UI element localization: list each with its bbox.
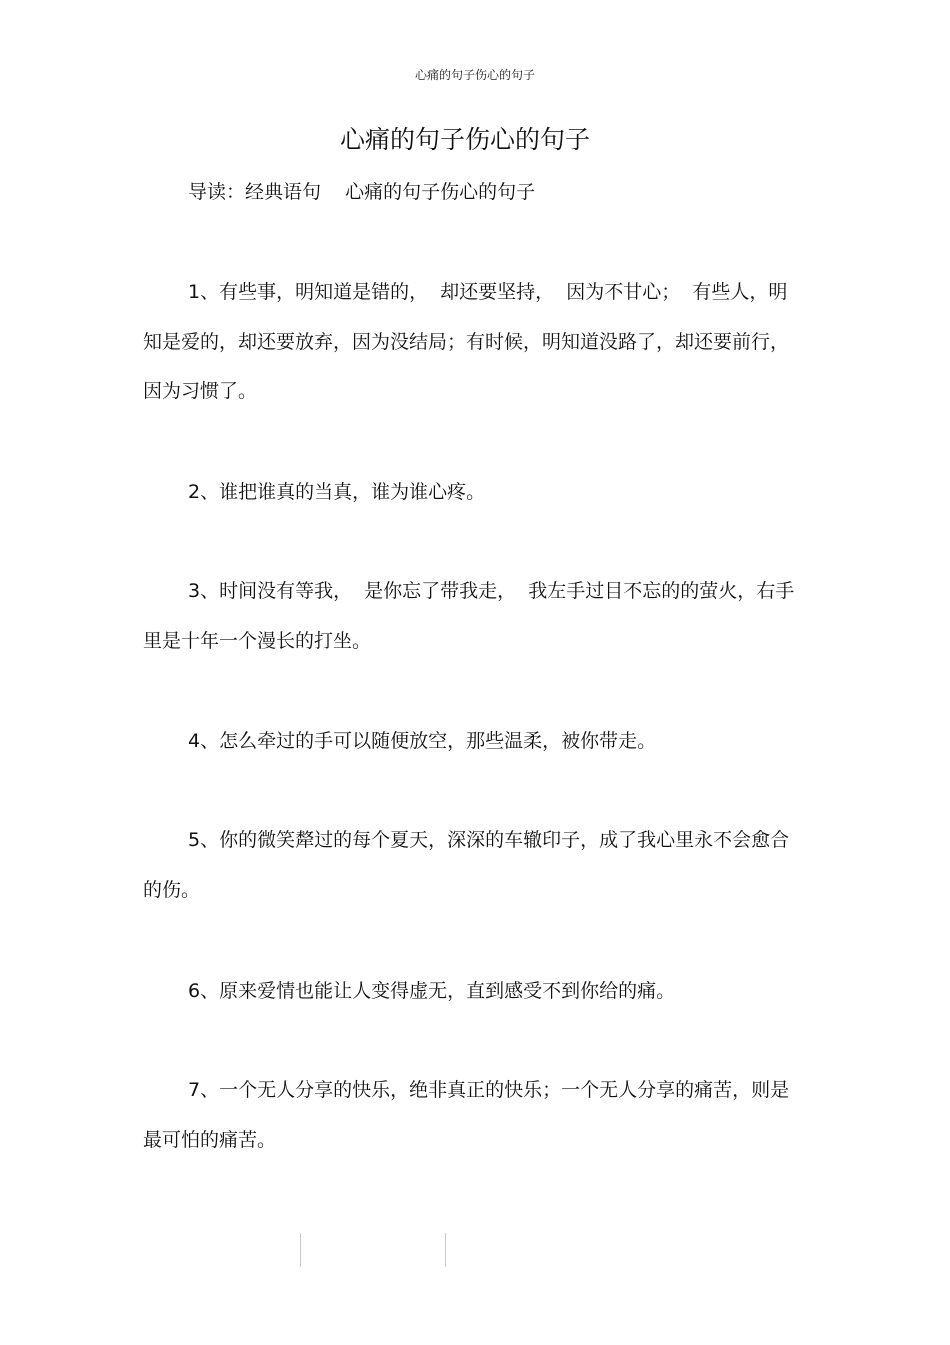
paragraph-2: 2、谁把谁真的当真，谁为谁心疼。 — [188, 481, 486, 503]
paragraph-3: 3、时间没有等我， 是你忘了带我走， 我左手过目不忘的的萤火，右手里是十年一个漫长的打坐。 — [143, 580, 795, 652]
document-title: 心痛的句子伤心的句子 — [339, 125, 590, 154]
footer-divider-right — [445, 1233, 446, 1267]
paragraph-5: 5、你的微笑犛过的每个夏天，深深的车辙印子，成了我心里永不会愈合的伤。 — [143, 829, 790, 901]
paragraph-4: 4、怎么牵过的手可以随便放空，那些温柔，被你带走。 — [188, 730, 657, 752]
paragraph-1: 1、有些事，明知道是错的， 却还要坚持， 因为不甘心； 有些人，明知是爱的，却还要放弃，因为没结局；有时候，明知道没路了，却还要前行，因为习惯了。 — [143, 281, 790, 402]
footer-divider-left — [300, 1233, 301, 1267]
running-header: 心痛的句子伤心的句子 — [414, 68, 535, 82]
paragraph-7: 7、一个无人分享的快乐，绝非真正的快乐；一个无人分享的痛苦，则是最可怕的痛苦。 — [143, 1079, 790, 1151]
paragraph-6: 6、原来爱情也能让人变得虚无，直到感受不到你给的痛。 — [188, 980, 676, 1002]
intro-line: 导读：经典语句 心痛的句子伤心的句子 — [188, 181, 536, 203]
